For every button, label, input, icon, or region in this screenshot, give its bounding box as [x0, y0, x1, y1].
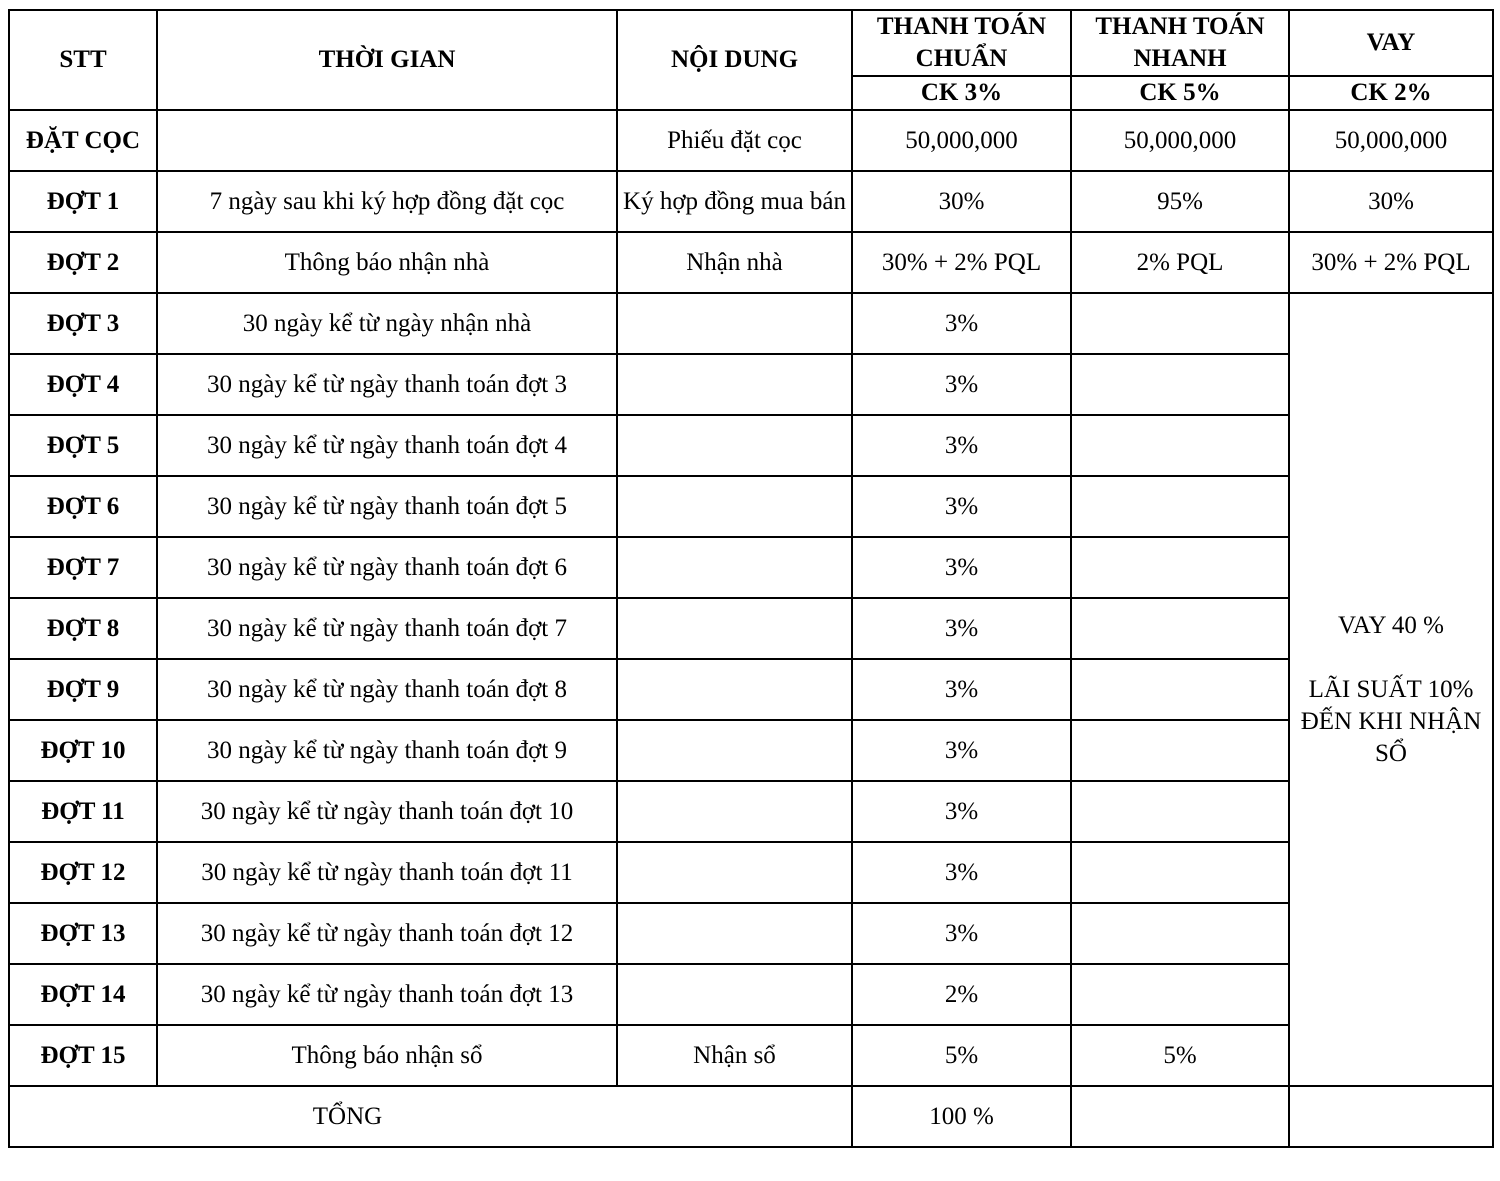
table-row [9, 415, 1493, 476]
row-stt-cell: ĐỢT 8 [9, 598, 157, 659]
row-standard-payment-cell: 30% + 2% PQL [852, 232, 1071, 293]
row-time-cell: 30 ngày kể từ ngày thanh toán đợt 12 [157, 903, 617, 964]
row-loan-payment-cell: 30% [1289, 171, 1493, 232]
row-content-cell [617, 964, 852, 1025]
row-fast-payment-cell [1071, 781, 1289, 842]
row-stt-cell: ĐỢT 12 [9, 842, 157, 903]
row-fast-payment-cell [1071, 903, 1289, 964]
table-row [9, 598, 1493, 659]
row-content-cell [617, 781, 852, 842]
row-content-cell [617, 598, 852, 659]
row-fast-payment-cell [1071, 537, 1289, 598]
row-fast-payment-cell [1071, 476, 1289, 537]
row-content-cell [617, 476, 852, 537]
table-row [9, 110, 1493, 171]
table-row [9, 354, 1493, 415]
row-content-cell [617, 842, 852, 903]
row-fast-payment-cell [1071, 293, 1289, 354]
row-time-cell: 7 ngày sau khi ký hợp đồng đặt cọc [157, 171, 617, 232]
table-row [9, 171, 1493, 232]
payment-schedule-table [8, 9, 1494, 1148]
total-loan-payment-cell [1289, 1086, 1493, 1147]
row-standard-payment-cell: 3% [852, 476, 1071, 537]
row-loan-payment-cell: 50,000,000 [1289, 110, 1493, 171]
table-body [9, 110, 1493, 1147]
row-content-cell [617, 537, 852, 598]
row-time-cell: 30 ngày kể từ ngày thanh toán đợt 9 [157, 720, 617, 781]
row-standard-payment-cell: 50,000,000 [852, 110, 1071, 171]
loan-interest-text: LÃI SUẤT 10% ĐẾN KHI NHẬN SỔ [1300, 675, 1482, 767]
table-row [9, 232, 1493, 293]
header-stt: STT [9, 10, 157, 110]
row-content-cell [617, 415, 852, 476]
table-row [9, 293, 1493, 354]
row-time-cell: 30 ngày kể từ ngày thanh toán đợt 4 [157, 415, 617, 476]
total-standard-payment-cell: 100 % [852, 1086, 1071, 1147]
table-row [9, 781, 1493, 842]
row-stt-cell: ĐỢT 14 [9, 964, 157, 1025]
loan-percentage-text: VAY 40 % [1337, 611, 1445, 639]
total-row [9, 1086, 1493, 1147]
row-time-cell: 30 ngày kể từ ngày thanh toán đợt 13 [157, 964, 617, 1025]
row-stt-cell: ĐẶT CỌC [9, 110, 157, 171]
header-vay-discount: CK 2% [1289, 76, 1493, 110]
table-row [9, 720, 1493, 781]
row-standard-payment-cell: 3% [852, 659, 1071, 720]
row-fast-payment-cell [1071, 354, 1289, 415]
row-fast-payment-cell: 95% [1071, 171, 1289, 232]
row-content-cell [617, 720, 852, 781]
row-stt-cell: ĐỢT 4 [9, 354, 157, 415]
row-standard-payment-cell: 3% [852, 598, 1071, 659]
row-time-cell: 30 ngày kể từ ngày thanh toán đợt 11 [157, 842, 617, 903]
table-row [9, 1025, 1493, 1086]
row-content-cell [617, 903, 852, 964]
row-time-cell: Thông báo nhận nhà [157, 232, 617, 293]
row-standard-payment-cell: 3% [852, 293, 1071, 354]
header-chuan-discount: CK 3% [852, 76, 1071, 110]
row-content-cell: Nhận nhà [617, 232, 852, 293]
row-stt-cell: ĐỢT 15 [9, 1025, 157, 1086]
row-fast-payment-cell [1071, 842, 1289, 903]
row-time-cell: Thông báo nhận sổ [157, 1025, 617, 1086]
row-stt-cell: ĐỢT 2 [9, 232, 157, 293]
table-row [9, 964, 1493, 1025]
total-fast-payment-cell [1071, 1086, 1289, 1147]
row-standard-payment-cell: 3% [852, 415, 1071, 476]
table-row [9, 476, 1493, 537]
row-time-cell: 30 ngày kể từ ngày thanh toán đợt 8 [157, 659, 617, 720]
row-time-cell: 30 ngày kể từ ngày thanh toán đợt 3 [157, 354, 617, 415]
row-time-cell [157, 110, 617, 171]
row-content-cell [617, 659, 852, 720]
table-row [9, 903, 1493, 964]
row-stt-cell: ĐỢT 3 [9, 293, 157, 354]
header-noi-dung: NỘI DUNG [617, 10, 852, 110]
row-stt-cell: ĐỢT 1 [9, 171, 157, 232]
table-row [9, 659, 1493, 720]
row-standard-payment-cell: 2% [852, 964, 1071, 1025]
loan-note-cell [1289, 293, 1493, 1086]
row-stt-cell: ĐỢT 6 [9, 476, 157, 537]
header-thoi-gian: THỜI GIAN [157, 10, 617, 110]
row-loan-payment-cell: 30% + 2% PQL [1289, 232, 1493, 293]
row-standard-payment-cell: 5% [852, 1025, 1071, 1086]
row-fast-payment-cell: 50,000,000 [1071, 110, 1289, 171]
row-fast-payment-cell: 5% [1071, 1025, 1289, 1086]
table-row [9, 537, 1493, 598]
row-fast-payment-cell [1071, 720, 1289, 781]
row-stt-cell: ĐỢT 13 [9, 903, 157, 964]
row-standard-payment-cell: 30% [852, 171, 1071, 232]
table-row [9, 842, 1493, 903]
row-time-cell: 30 ngày kể từ ngày thanh toán đợt 10 [157, 781, 617, 842]
row-standard-payment-cell: 3% [852, 903, 1071, 964]
row-standard-payment-cell: 3% [852, 781, 1071, 842]
row-fast-payment-cell [1071, 659, 1289, 720]
row-standard-payment-cell: 3% [852, 842, 1071, 903]
row-fast-payment-cell: 2% PQL [1071, 232, 1289, 293]
header-thanh-toan-nhanh: THANH TOÁN NHANH [1071, 10, 1289, 76]
row-stt-cell: ĐỢT 9 [9, 659, 157, 720]
row-fast-payment-cell [1071, 964, 1289, 1025]
loan-note-spacer [1294, 642, 1488, 674]
row-content-cell: Nhận sổ [617, 1025, 852, 1086]
header-row [9, 10, 1493, 76]
row-time-cell: 30 ngày kể từ ngày nhận nhà [157, 293, 617, 354]
header-nhanh-discount: CK 5% [1071, 76, 1289, 110]
row-standard-payment-cell: 3% [852, 720, 1071, 781]
row-content-cell: Ký hợp đồng mua bán [617, 171, 852, 232]
header-vay: VAY [1289, 10, 1493, 76]
row-time-cell: 30 ngày kể từ ngày thanh toán đợt 5 [157, 476, 617, 537]
row-content-cell [617, 293, 852, 354]
row-stt-cell: ĐỢT 11 [9, 781, 157, 842]
row-standard-payment-cell: 3% [852, 537, 1071, 598]
row-standard-payment-cell: 3% [852, 354, 1071, 415]
header-thanh-toan-chuan: THANH TOÁN CHUẨN [852, 10, 1071, 76]
row-time-cell: 30 ngày kể từ ngày thanh toán đợt 6 [157, 537, 617, 598]
row-stt-cell: ĐỢT 10 [9, 720, 157, 781]
row-time-cell: 30 ngày kể từ ngày thanh toán đợt 7 [157, 598, 617, 659]
row-content-cell: Phiếu đặt cọc [617, 110, 852, 171]
total-label: TỔNG [9, 1086, 852, 1147]
row-stt-cell: ĐỢT 7 [9, 537, 157, 598]
row-fast-payment-cell [1071, 415, 1289, 476]
row-stt-cell: ĐỢT 5 [9, 415, 157, 476]
row-fast-payment-cell [1071, 598, 1289, 659]
row-content-cell [617, 354, 852, 415]
